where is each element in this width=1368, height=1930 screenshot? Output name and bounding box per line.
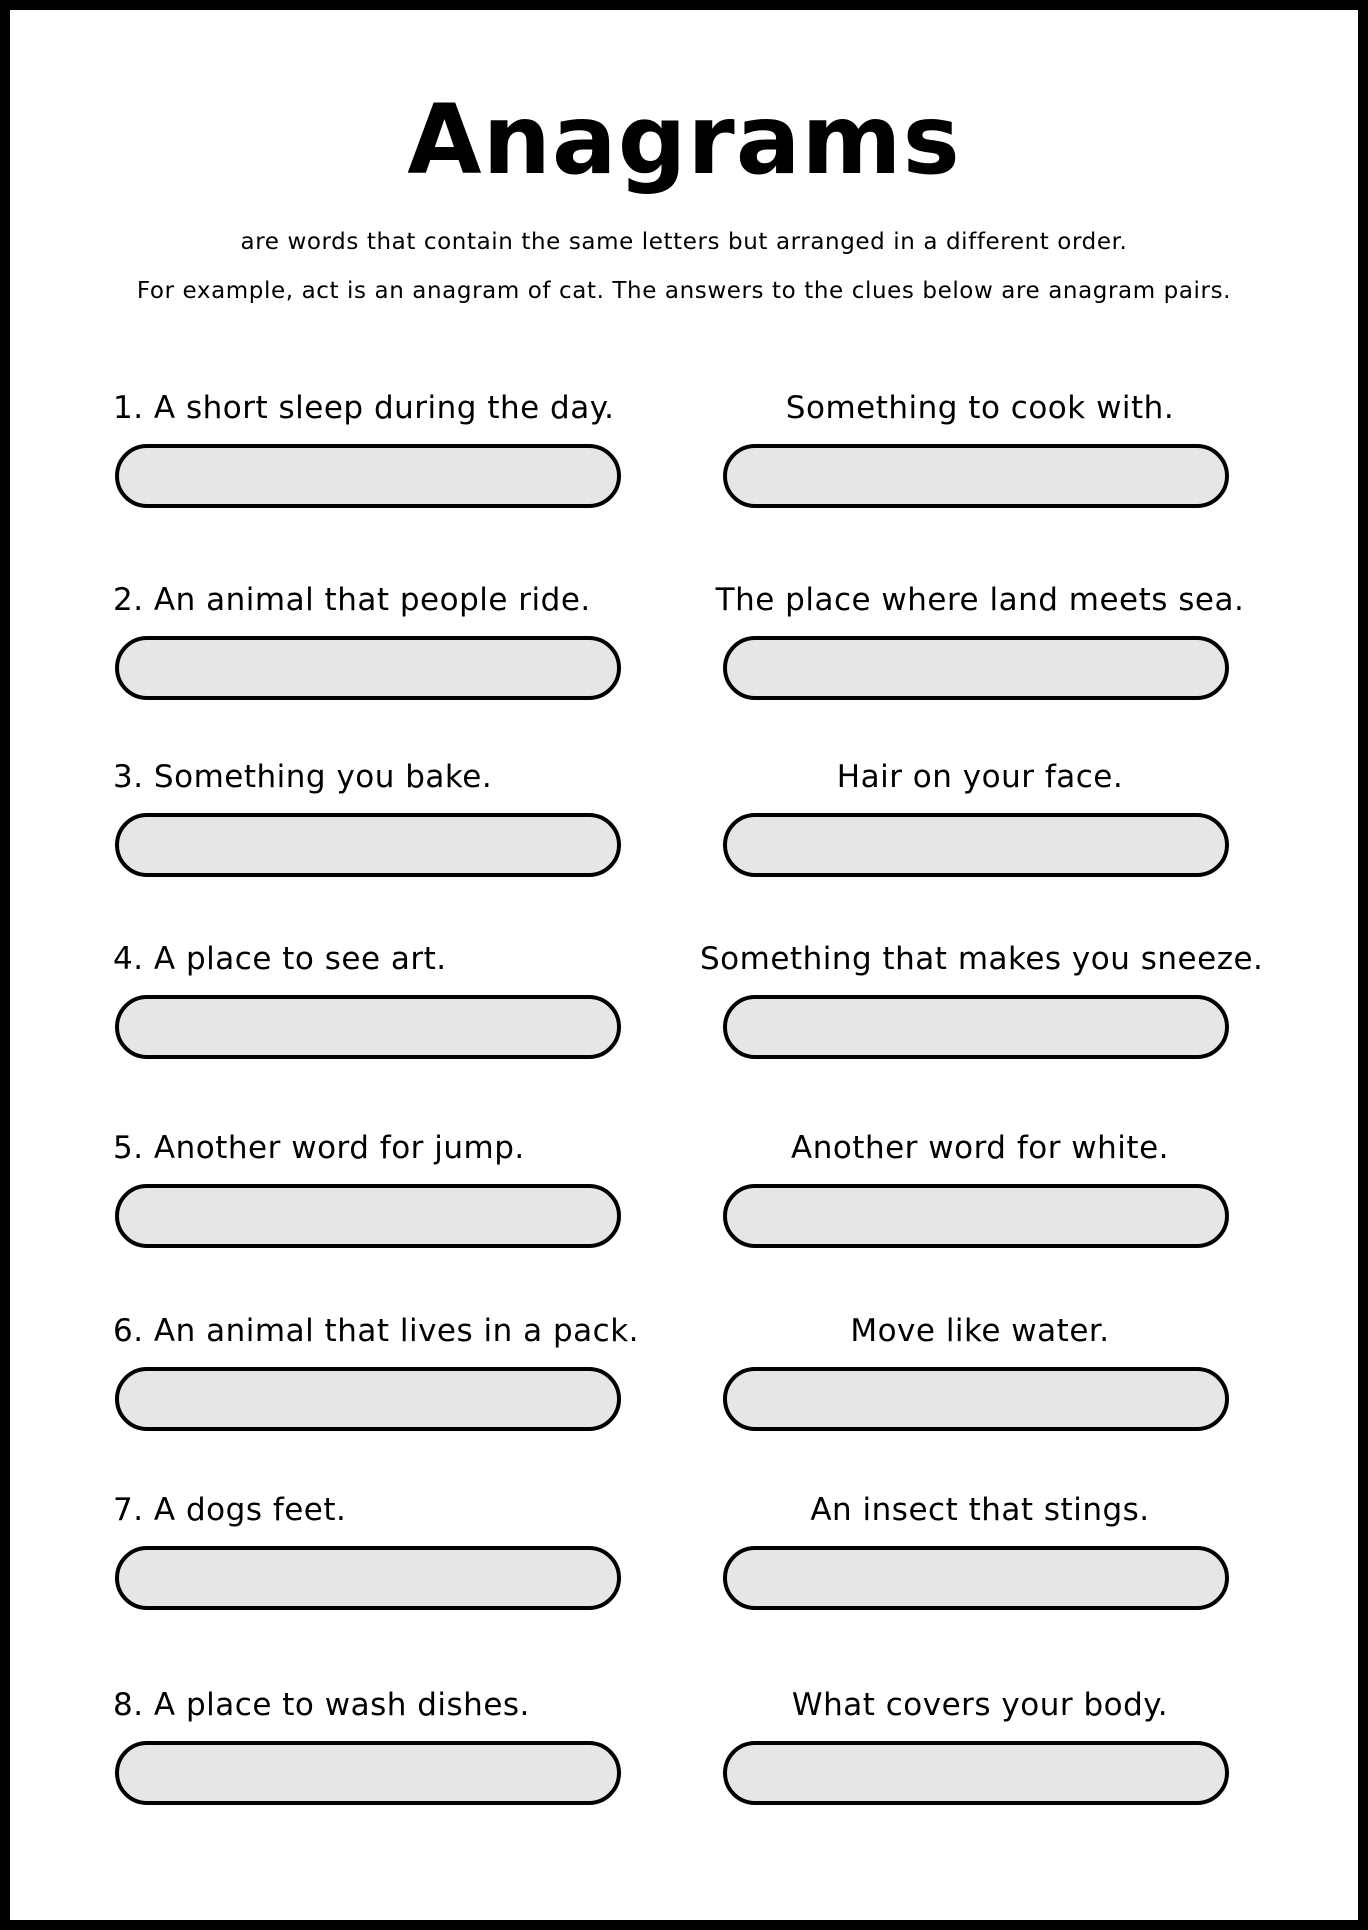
answer-box-left[interactable]	[115, 1184, 621, 1248]
clue-left: 3. Something you bake.	[113, 759, 493, 795]
clue-left: 4. A place to see art.	[113, 941, 447, 977]
clue-row-4	[0, 939, 1368, 1079]
clue-right: Another word for white.	[790, 1130, 1170, 1166]
answer-box-right[interactable]	[723, 995, 1229, 1059]
answer-box-right[interactable]	[723, 1367, 1229, 1431]
answer-box-left[interactable]	[115, 1741, 621, 1805]
clue-right: Move like water.	[850, 1313, 1110, 1349]
clue-right: Something that makes you sneeze.	[700, 941, 1264, 977]
answer-box-right[interactable]	[723, 813, 1229, 877]
answer-box-right[interactable]	[723, 1546, 1229, 1610]
answer-box-right[interactable]	[723, 1184, 1229, 1248]
worksheet-title: Anagrams	[407, 84, 961, 196]
clue-left: 5. Another word for jump.	[113, 1130, 525, 1166]
clue-left: 2. An animal that people ride.	[113, 582, 591, 618]
intro-line-2: For example, act is an anagram of cat. The answers to the clues below are anagram pairs.	[136, 278, 1232, 304]
answer-box-right[interactable]	[723, 444, 1229, 508]
clue-right: The place where land meets sea.	[715, 582, 1245, 618]
clue-row-5	[0, 1128, 1368, 1268]
clue-right: An insect that stings.	[810, 1492, 1150, 1528]
clue-row-8	[0, 1685, 1368, 1825]
answer-box-right[interactable]	[723, 1741, 1229, 1805]
clue-row-3	[0, 757, 1368, 897]
answer-box-left[interactable]	[115, 444, 621, 508]
intro-line-1: are words that contain the same letters but arranged in a different order.	[240, 229, 1128, 255]
clue-right: Hair on your face.	[836, 759, 1124, 795]
answer-box-left[interactable]	[115, 995, 621, 1059]
clue-left: 8. A place to wash dishes.	[113, 1687, 530, 1723]
clue-right: What covers your body.	[791, 1687, 1169, 1723]
clue-left: 7. A dogs feet.	[113, 1492, 347, 1528]
answer-box-left[interactable]	[115, 1367, 621, 1431]
clue-right: Something to cook with.	[785, 390, 1175, 426]
clue-left: 1. A short sleep during the day.	[113, 390, 615, 426]
clue-row-2	[0, 580, 1368, 720]
clue-left: 6. An animal that lives in a pack.	[113, 1313, 640, 1349]
answer-box-left[interactable]	[115, 1546, 621, 1610]
clue-row-7	[0, 1490, 1368, 1630]
answer-box-right[interactable]	[723, 636, 1229, 700]
clue-row-1	[0, 388, 1368, 528]
clue-row-6	[0, 1311, 1368, 1451]
answer-box-left[interactable]	[115, 636, 621, 700]
answer-box-left[interactable]	[115, 813, 621, 877]
